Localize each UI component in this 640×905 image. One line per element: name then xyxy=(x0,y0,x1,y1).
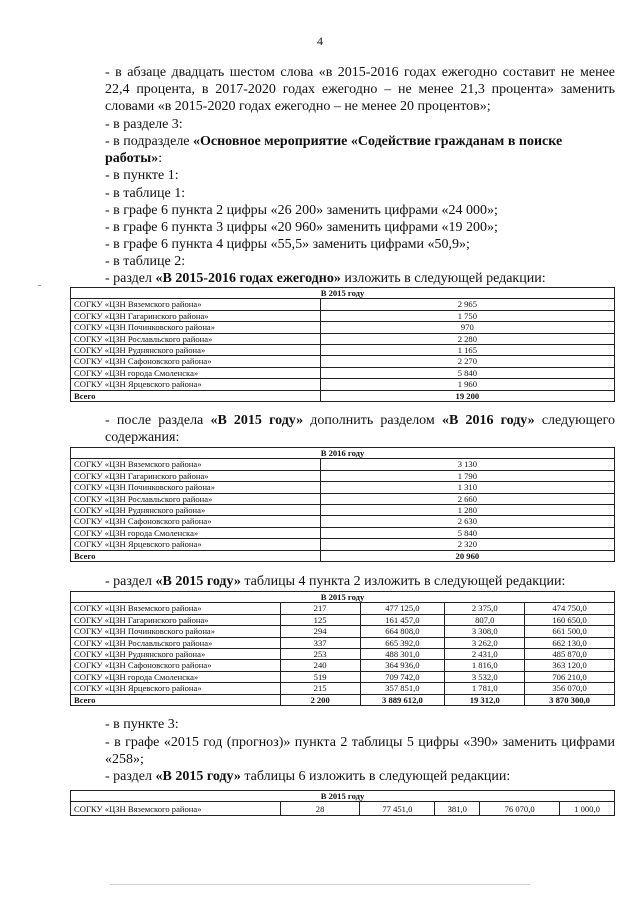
table-row xyxy=(71,614,615,625)
table-row xyxy=(71,482,615,493)
cell-count: 519 xyxy=(280,671,360,682)
table-row xyxy=(71,649,615,660)
table-row xyxy=(71,637,615,648)
cell-regional: 2 375,0 xyxy=(445,603,525,614)
cell-total: 77 451,0 xyxy=(360,802,435,816)
cell-federal: 662 130,0 xyxy=(525,637,615,648)
paragraph-point-3: - в пункте 3: xyxy=(105,717,179,732)
cell-federal: 3 870 300,0 xyxy=(525,694,615,705)
cell-name: СОГКУ «ЦЗН Сафоновского района» xyxy=(71,660,281,671)
cell-total: 161 457,0 xyxy=(360,614,445,625)
paragraph-table-1: - в таблице 1: xyxy=(105,186,186,201)
text-prefix: - в подразделе xyxy=(105,134,194,149)
table-2015-funding xyxy=(70,591,615,706)
paragraph-section-2015-2016 xyxy=(105,270,615,287)
page-number: 4 xyxy=(317,34,323,48)
cell-count: 294 xyxy=(280,626,360,637)
cell-name: Всего xyxy=(71,550,321,561)
cell-count: 217 xyxy=(280,603,360,614)
table-row xyxy=(71,310,615,321)
cell-total: 488 301,0 xyxy=(360,649,445,660)
text-bold: «В 2016 году» xyxy=(441,413,535,428)
table-row xyxy=(71,379,615,390)
table-row xyxy=(71,322,615,333)
cell-value: 1 790 xyxy=(320,470,614,481)
cell-total: 3 889 612,0 xyxy=(360,694,445,705)
cell-name: СОГКУ «ЦЗН Руднянского района» xyxy=(71,345,321,356)
text-middle: дополнить разделом xyxy=(303,413,442,428)
paragraph-amendment-26 xyxy=(105,64,615,115)
table-row xyxy=(71,527,615,538)
cell-name: СОГКУ «ЦЗН Гагаринского района» xyxy=(71,470,321,481)
table-header: В 2016 году xyxy=(71,448,615,459)
margin-mark xyxy=(38,285,41,286)
cell-federal: 160 650,0 xyxy=(525,614,615,625)
cell-federal: 485 870,0 xyxy=(525,649,615,660)
cell-name: СОГКУ «ЦЗН Руднянского района» xyxy=(71,649,281,660)
text-bold: «В 2015-2016 годах ежегодно» xyxy=(155,271,341,286)
text-prefix: - раздел xyxy=(105,769,156,784)
paragraph-table-6 xyxy=(105,768,615,785)
paragraph-table-2: - в таблице 2: xyxy=(105,254,186,269)
cell-value: 2 965 xyxy=(320,299,614,310)
table-row xyxy=(71,333,615,344)
cell-value: 1 280 xyxy=(320,505,614,516)
text-prefix: - после раздела xyxy=(105,413,211,428)
cell-count: 2 200 xyxy=(280,694,360,705)
cell-total: 709 742,0 xyxy=(360,671,445,682)
cell-name: СОГКУ «ЦЗН Вяземского района» xyxy=(71,603,281,614)
cell-count: 253 xyxy=(280,649,360,660)
table-row xyxy=(71,539,615,550)
cell-federal: 661 500,0 xyxy=(525,626,615,637)
table-row xyxy=(71,671,615,682)
cell-value: 1 750 xyxy=(320,310,614,321)
text-bold: «В 2015 году» xyxy=(155,769,241,784)
cell-total: 357 851,0 xyxy=(360,683,445,694)
cell-value: 2 320 xyxy=(320,539,614,550)
cell-value: 5 840 xyxy=(320,367,614,378)
cell-value: 2 280 xyxy=(320,333,614,344)
cell-regional: 1 816,0 xyxy=(445,660,525,671)
cell-value: 2 660 xyxy=(320,493,614,504)
cell-regional: 19 312,0 xyxy=(445,694,525,705)
cell-name: СОГКУ «ЦЗН Починковского района» xyxy=(71,482,321,493)
cell-count: 337 xyxy=(280,637,360,648)
cell-count: 28 xyxy=(280,802,360,816)
text-bold: «В 2015 году» xyxy=(210,413,304,428)
cell-name: СОГКУ «ЦЗН Гагаринского района» xyxy=(71,310,321,321)
paragraph-subsection xyxy=(105,133,615,167)
table-header: В 2015 году xyxy=(71,288,615,299)
text-suffix: изложить в следующей редакции: xyxy=(340,271,546,286)
cell-value: 20 960 xyxy=(320,550,614,561)
table-header: В 2015 году xyxy=(71,791,615,802)
paragraph-add-2016 xyxy=(105,412,615,446)
cell-regional: 381,0 xyxy=(435,802,480,816)
table-row xyxy=(71,626,615,637)
cell-name: СОГКУ «ЦЗН Руднянского района» xyxy=(71,505,321,516)
paragraph-change-2: - в графе 6 пункта 3 цифры «20 960» заменить цифрами «19 200»; xyxy=(105,220,498,235)
table-total-row xyxy=(71,550,615,561)
cell-value: 2 630 xyxy=(320,516,614,527)
cell-total: 364 936,0 xyxy=(360,660,445,671)
table-row xyxy=(71,459,615,470)
bottom-scan-line xyxy=(110,884,530,885)
table-row xyxy=(71,603,615,614)
cell-name: СОГКУ «ЦЗН Вяземского района» xyxy=(71,299,321,310)
cell-regional: 807,0 xyxy=(445,614,525,625)
cell-value: 5 840 xyxy=(320,527,614,538)
cell-name: СОГКУ «ЦЗН города Смоленска» xyxy=(71,527,321,538)
table-row xyxy=(71,356,615,367)
table-row xyxy=(71,660,615,671)
paragraph-change-1: - в графе 6 пункта 2 цифры «26 200» заменить цифрами «24 000»; xyxy=(105,203,498,218)
table-row xyxy=(71,505,615,516)
cell-count: 240 xyxy=(280,660,360,671)
text-suffix: следующего содержания: xyxy=(105,413,616,445)
cell-regional: 3 262,0 xyxy=(445,637,525,648)
cell-name: Всего xyxy=(71,694,281,705)
table-row xyxy=(71,516,615,527)
table-row xyxy=(71,345,615,356)
cell-value: 1 165 xyxy=(320,345,614,356)
cell-count: 215 xyxy=(280,683,360,694)
cell-regional: 2 431,0 xyxy=(445,649,525,660)
table-total-row xyxy=(71,694,615,705)
cell-federal: 474 750,0 xyxy=(525,603,615,614)
text-bold: «В 2015 году» xyxy=(155,574,241,589)
cell-name: СОГКУ «ЦЗН Починковского района» xyxy=(71,322,321,333)
table-row xyxy=(71,367,615,378)
table-6-2015 xyxy=(70,790,615,816)
paragraph-change-3: - в графе 6 пункта 4 цифры «55,5» заменить цифрами «50,9»; xyxy=(105,237,470,252)
cell-regional: 1 781,0 xyxy=(445,683,525,694)
cell-value: 3 130 xyxy=(320,459,614,470)
cell-total: 665 392,0 xyxy=(360,637,445,648)
cell-federal: 356 070,0 xyxy=(525,683,615,694)
cell-name: СОГКУ «ЦЗН города Смоленска» xyxy=(71,367,321,378)
paragraph-text: - в графе «2015 год (прогноз)» пункта 2 таблицы 5 цифры «390» заменить цифрами «258»; xyxy=(105,735,615,767)
paragraph-text: - в абзаце двадцать шестом слова «в 2015-2016 годах ежегодно составит не менее 22,4 процента, в 2017-2020 годах ежегодно – не менее 21,3 процента» заменить словами «в 2015-2020 годах ежегодно – не менее 20 процентов»; xyxy=(105,65,615,114)
cell-name: СОГКУ «ЦЗН города Смоленска» xyxy=(71,671,281,682)
cell-name: СОГКУ «ЦЗН Вяземского района» xyxy=(71,459,321,470)
cell-name: Всего xyxy=(71,390,321,401)
cell-name: СОГКУ «ЦЗН Ярцевского района» xyxy=(71,683,281,694)
cell-name: СОГКУ «ЦЗН Починковского района» xyxy=(71,626,281,637)
cell-value: 1 960 xyxy=(320,379,614,390)
text-suffix: таблицы 6 изложить в следующей редакции: xyxy=(240,769,511,784)
cell-federal: 363 120,0 xyxy=(525,660,615,671)
cell-federal: 706 210,0 xyxy=(525,671,615,682)
cell-name: СОГКУ «ЦЗН Рославльского района» xyxy=(71,637,281,648)
table-header: В 2015 году xyxy=(71,592,615,603)
cell-federal: 76 070,0 xyxy=(480,802,560,816)
cell-value: 19 200 xyxy=(320,390,614,401)
cell-regional: 3 532,0 xyxy=(445,671,525,682)
table-row xyxy=(71,683,615,694)
cell-other: 1 000,0 xyxy=(560,802,615,816)
cell-name: СОГКУ «ЦЗН Гагаринского района» xyxy=(71,614,281,625)
text-suffix: : xyxy=(158,151,163,166)
cell-value: 2 270 xyxy=(320,356,614,367)
cell-name: СОГКУ «ЦЗН Ярцевского района» xyxy=(71,539,321,550)
cell-regional: 3 308,0 xyxy=(445,626,525,637)
table-total-row xyxy=(71,390,615,401)
paragraph-point-1: - в пункте 1: xyxy=(105,168,179,183)
text-bold: «Основное мероприятие «Содействие гражданам в поиске работы» xyxy=(105,134,563,166)
cell-name: СОГКУ «ЦЗН Сафоновского района» xyxy=(71,516,321,527)
cell-value: 1 310 xyxy=(320,482,614,493)
cell-name: СОГКУ «ЦЗН Вяземского района» xyxy=(71,802,281,816)
table-row xyxy=(71,299,615,310)
paragraph-table-4 xyxy=(105,573,615,590)
table-row xyxy=(71,493,615,504)
text-prefix: - раздел xyxy=(105,574,156,589)
table-2016 xyxy=(70,447,615,562)
cell-count: 125 xyxy=(280,614,360,625)
cell-name: СОГКУ «ЦЗН Ярцевского района» xyxy=(71,379,321,390)
table-2015 xyxy=(70,287,615,402)
table-row xyxy=(71,802,615,816)
cell-name: СОГКУ «ЦЗН Сафоновского района» xyxy=(71,356,321,367)
table-row xyxy=(71,470,615,481)
cell-name: СОГКУ «ЦЗН Рославльского района» xyxy=(71,493,321,504)
paragraph-change-table-5 xyxy=(105,734,615,768)
cell-value: 970 xyxy=(320,322,614,333)
text-suffix: таблицы 4 пункта 2 изложить в следующей редакции: xyxy=(240,574,566,589)
cell-total: 664 808,0 xyxy=(360,626,445,637)
paragraph-section-3: - в разделе 3: xyxy=(105,117,183,132)
text-prefix: - раздел xyxy=(105,271,156,286)
cell-total: 477 125,0 xyxy=(360,603,445,614)
cell-name: СОГКУ «ЦЗН Рославльского района» xyxy=(71,333,321,344)
